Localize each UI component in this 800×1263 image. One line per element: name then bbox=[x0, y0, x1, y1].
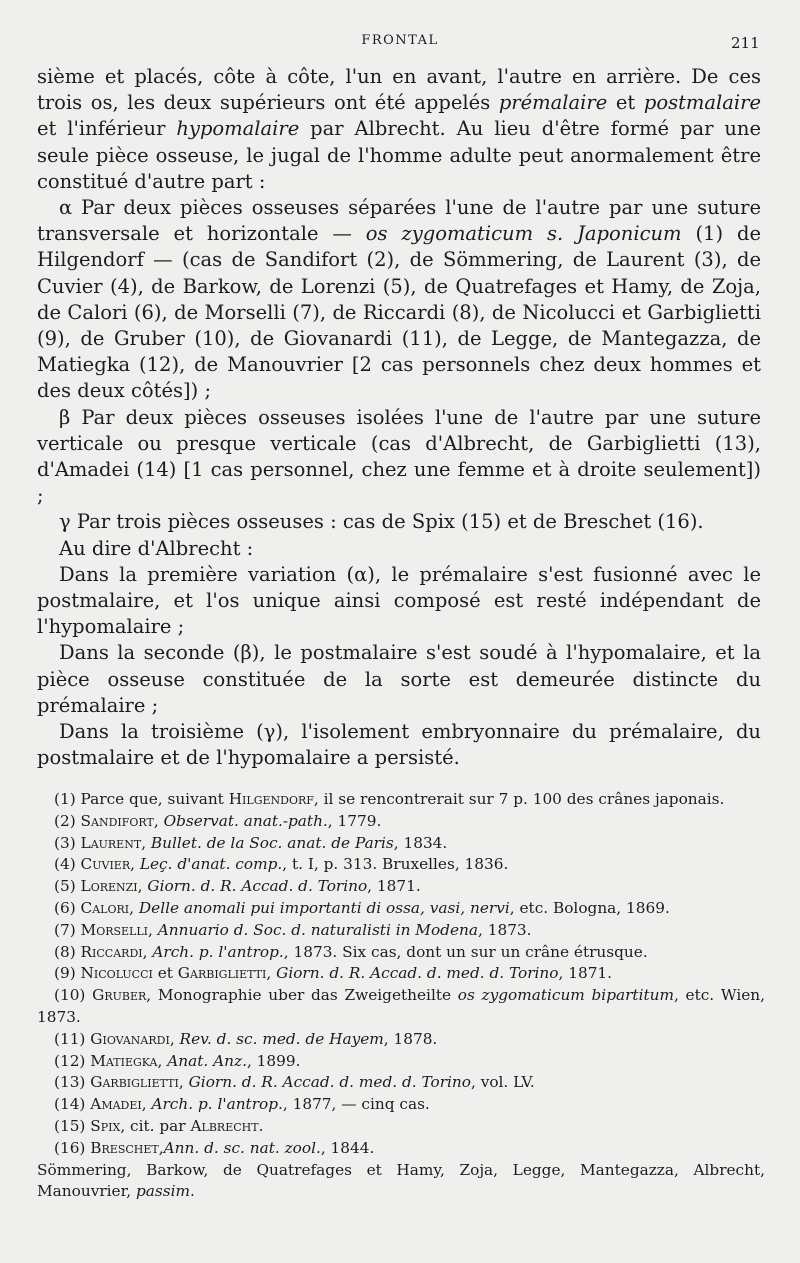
footnote-11: (11) Giovanardi, Rev. d. sc. med. de Hayem, 1878. bbox=[54, 1029, 438, 1048]
footnote-7: (7) Morselli, Annuario d. Soc. d. naturalisti in Modena, 1873. bbox=[54, 920, 532, 939]
footnote-15: (15) Spix, cit. par Albrecht. bbox=[54, 1116, 264, 1135]
footnote-closing: Sömmering, Barkow, de Quatrefages et Hamy, Zoja, Legge, Mantegazza, Albrecht, Manouvrier, passim. bbox=[37, 1160, 765, 1201]
paragraph-gamma: γ Par trois pièces osseuses : cas de Spix (15) et de Breschet (16). bbox=[59, 510, 704, 534]
footnote-13: (13) Garbiglietti, Giorn. d. R. Accad. d. med. d. Torino, vol. LV. bbox=[54, 1073, 535, 1092]
footnotes bbox=[37, 789, 765, 1203]
footnote-2: (2) Sandifort, Observat. anat.-path., 1779. bbox=[54, 811, 382, 830]
footnote-3: (3) Laurent, Bullet. de la Soc. anat. de Paris, 1834. bbox=[54, 833, 448, 852]
paragraph-alpha: α Par deux pièces osseuses séparées l'une de l'autre par une suture transversale et horizontale — os zygomaticum s. Japonicum (1) de Hilgendorf — (cas de Sandifort (2), de Sömmering, de Laurent (3), de Cuvier (4), de Barkow, de Lorenzi (5), de Quatrefages et Hamy, de Zoja, de Calori (6), de Morselli (7), de Riccardi (8), de Nicolucci et Garbiglietti (9), de Gruber (10), de Giovanardi (11), de Legge, de Mantegazza, de Matiegka (12), de Manouvrier [2 cas personnels chez deux hommes et des deux côtés]) ; bbox=[37, 196, 761, 403]
paragraph-beta: β Par deux pièces osseuses isolées l'une de l'autre par une suture verticale ou presque verticale (cas d'Albrecht, de Garbiglietti (13), d'Amadei (14) [1 cas personnel, chez une femme et à droite seulement]) ; bbox=[37, 405, 761, 508]
paragraph-first-variation: Dans la première variation (α), le prémalaire s'est fusionné avec le postmalaire, et l'os unique ainsi composé est resté indépendant de l'hypomalaire ; bbox=[37, 562, 761, 639]
footnote-14: (14) Amadei, Arch. p. l'antrop., 1877, — cinq cas. bbox=[54, 1095, 430, 1114]
footnote-16: (16) Breschet,Ann. d. sc. nat. zool., 1844. bbox=[54, 1138, 375, 1157]
footnote-5: (5) Lorenzi, Giorn. d. R. Accad. d. Torino, 1871. bbox=[54, 877, 421, 896]
paragraph-au-dire: Au dire d'Albrecht : bbox=[59, 536, 254, 560]
paragraph-second-variation: Dans la seconde (β), le postmalaire s'est soudé à l'hypomalaire, et la pièce osseuse constituée de la sorte est demeurée distincte du prémalaire ; bbox=[37, 641, 761, 717]
paragraph-third-variation: Dans la troisième (γ), l'isolement embryonnaire du prémalaire, du postmalaire et de l'hypomalaire a persisté. bbox=[37, 720, 761, 770]
running-title: FRONTAL bbox=[361, 33, 439, 48]
footnote-12: (12) Matiegka, Anat. Anz., 1899. bbox=[54, 1051, 301, 1070]
main-text bbox=[37, 64, 761, 771]
footnote-6: (6) Calori, Delle anomali pui importanti di ossa, vasi, nervi, etc. Bologna, 1869. bbox=[54, 898, 670, 917]
footnote-4: (4) Cuvier, Leç. d'anat. comp., t. I, p. 313. Bruxelles, 1836. bbox=[54, 855, 509, 874]
footnote-1: (1) Parce que, suivant Hilgendorf, il se rencontrerait sur 7 p. 100 des crânes japonais. bbox=[54, 790, 725, 808]
paragraph-intro: sième et placés, côte à côte, l'un en avant, l'autre en arrière. De ces trois os, les deux supérieurs ont été appelés prémalaire et postmalaire et l'inférieur hypomalaire par Albrecht. Au lieu d'être formé par une seule pièce osseuse, le jugal de l'homme adulte peut anormalement être constitué d'autre part : bbox=[37, 65, 761, 193]
footnote-10: (10) Gruber, Monographie uber das Zweigetheilte os zygomaticum bipartitum, etc. Wien, 1873. bbox=[37, 986, 765, 1026]
page-number: 211 bbox=[731, 34, 760, 52]
footnote-8: (8) Riccardi, Arch. p. l'antrop., 1873. Six cas, dont un sur un crâne étrusque. bbox=[54, 942, 648, 961]
footnote-9: (9) Nicolucci et Garbiglietti, Giorn. d. R. Accad. d. med. d. Torino, 1871. bbox=[54, 964, 613, 983]
